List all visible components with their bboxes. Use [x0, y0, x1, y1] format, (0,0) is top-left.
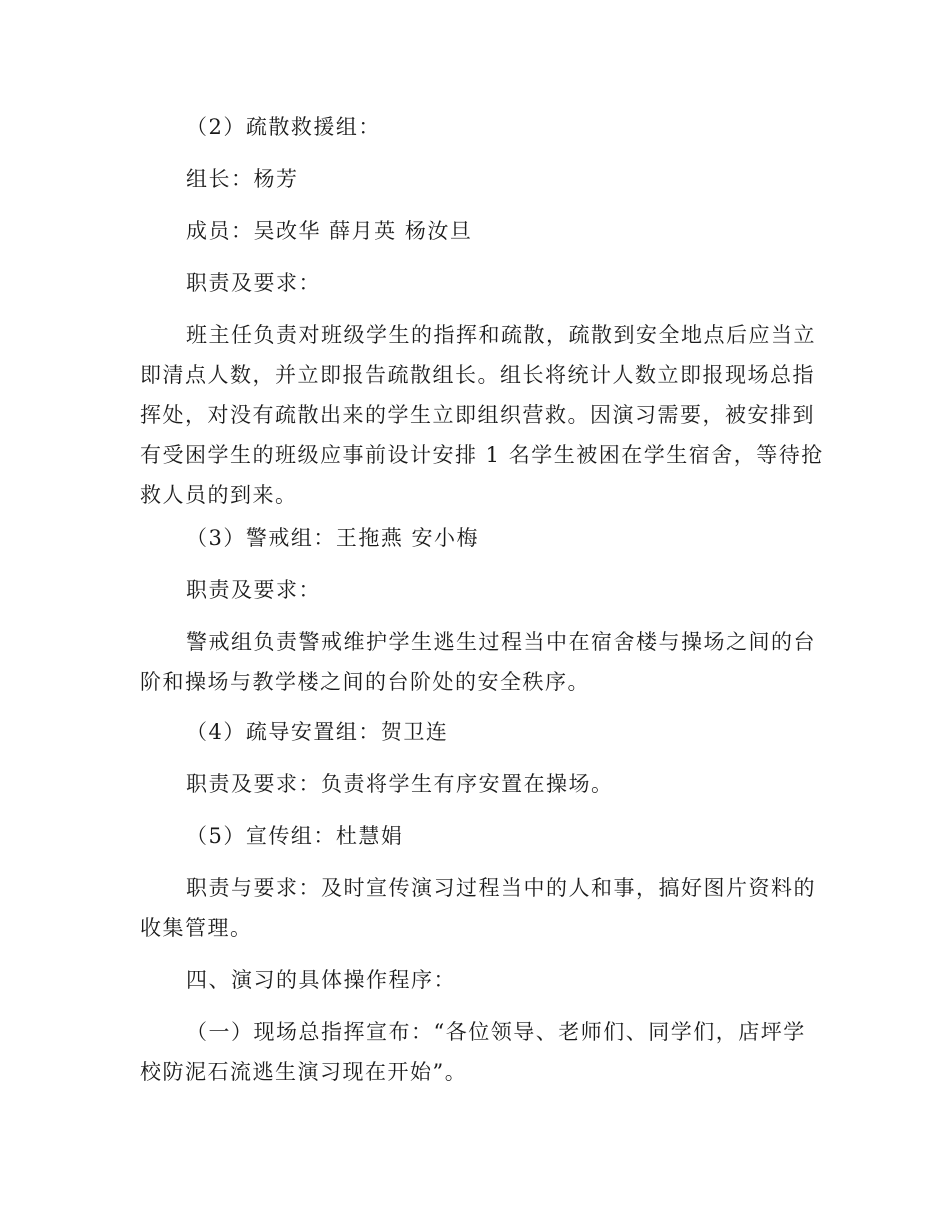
section-heading-procedure: 四、演习的具体操作程序：: [186, 968, 456, 992]
paragraph-line: 阶和操场与教学楼之间的台阶处的安全秩序。: [140, 670, 590, 694]
paragraph-line: 即清点人数，并立即报告疏散组长。组长将统计人数立即报现场总指: [140, 363, 815, 387]
duties-label: 职责及要求：: [186, 578, 321, 602]
paragraph-line: 挥处，对没有疏散出来的学生立即组织营救。因演习需要，被安排到: [140, 403, 815, 427]
paragraph-line: 职责与要求：及时宣传演习过程当中的人和事，搞好图片资料的: [186, 876, 816, 900]
section-heading-guard: （3）警戒组：王拖燕 安小梅: [186, 526, 480, 550]
group-members-line: 成员：吴改华 薛月英 杨汝旦: [186, 219, 473, 243]
paragraph-line: 班主任负责对班级学生的指挥和疏散，疏散到安全地点后应当立: [186, 323, 816, 347]
paragraph-line: 警戒组负责警戒维护学生逃生过程当中在宿舍楼与操场之间的台: [186, 630, 816, 654]
group-leader-line: 组长：杨芳: [186, 167, 299, 191]
duties-line: 职责及要求：负责将学生有序安置在操场。: [186, 772, 614, 796]
section-heading-guidance: （4）疏导安置组：贺卫连: [186, 720, 449, 744]
section-heading-evacuation-rescue: （2）疏散救援组：: [186, 115, 381, 139]
section-heading-publicity: （5）宣传组：杜慧娟: [186, 824, 404, 848]
paragraph-line: 救人员的到来。: [140, 483, 298, 507]
paragraph-line: 有受困学生的班级应事前设计安排 1 名学生被困在学生宿舍，等待抢: [140, 443, 824, 467]
paragraph-line: 收集管理。: [140, 916, 253, 940]
paragraph-line: （一）现场总指挥宣布：“各位领导、老师们、同学们，店坪学: [186, 1020, 806, 1044]
paragraph-line: 校防泥石流逃生演习现在开始”。: [140, 1060, 468, 1084]
duties-label: 职责及要求：: [186, 271, 321, 295]
